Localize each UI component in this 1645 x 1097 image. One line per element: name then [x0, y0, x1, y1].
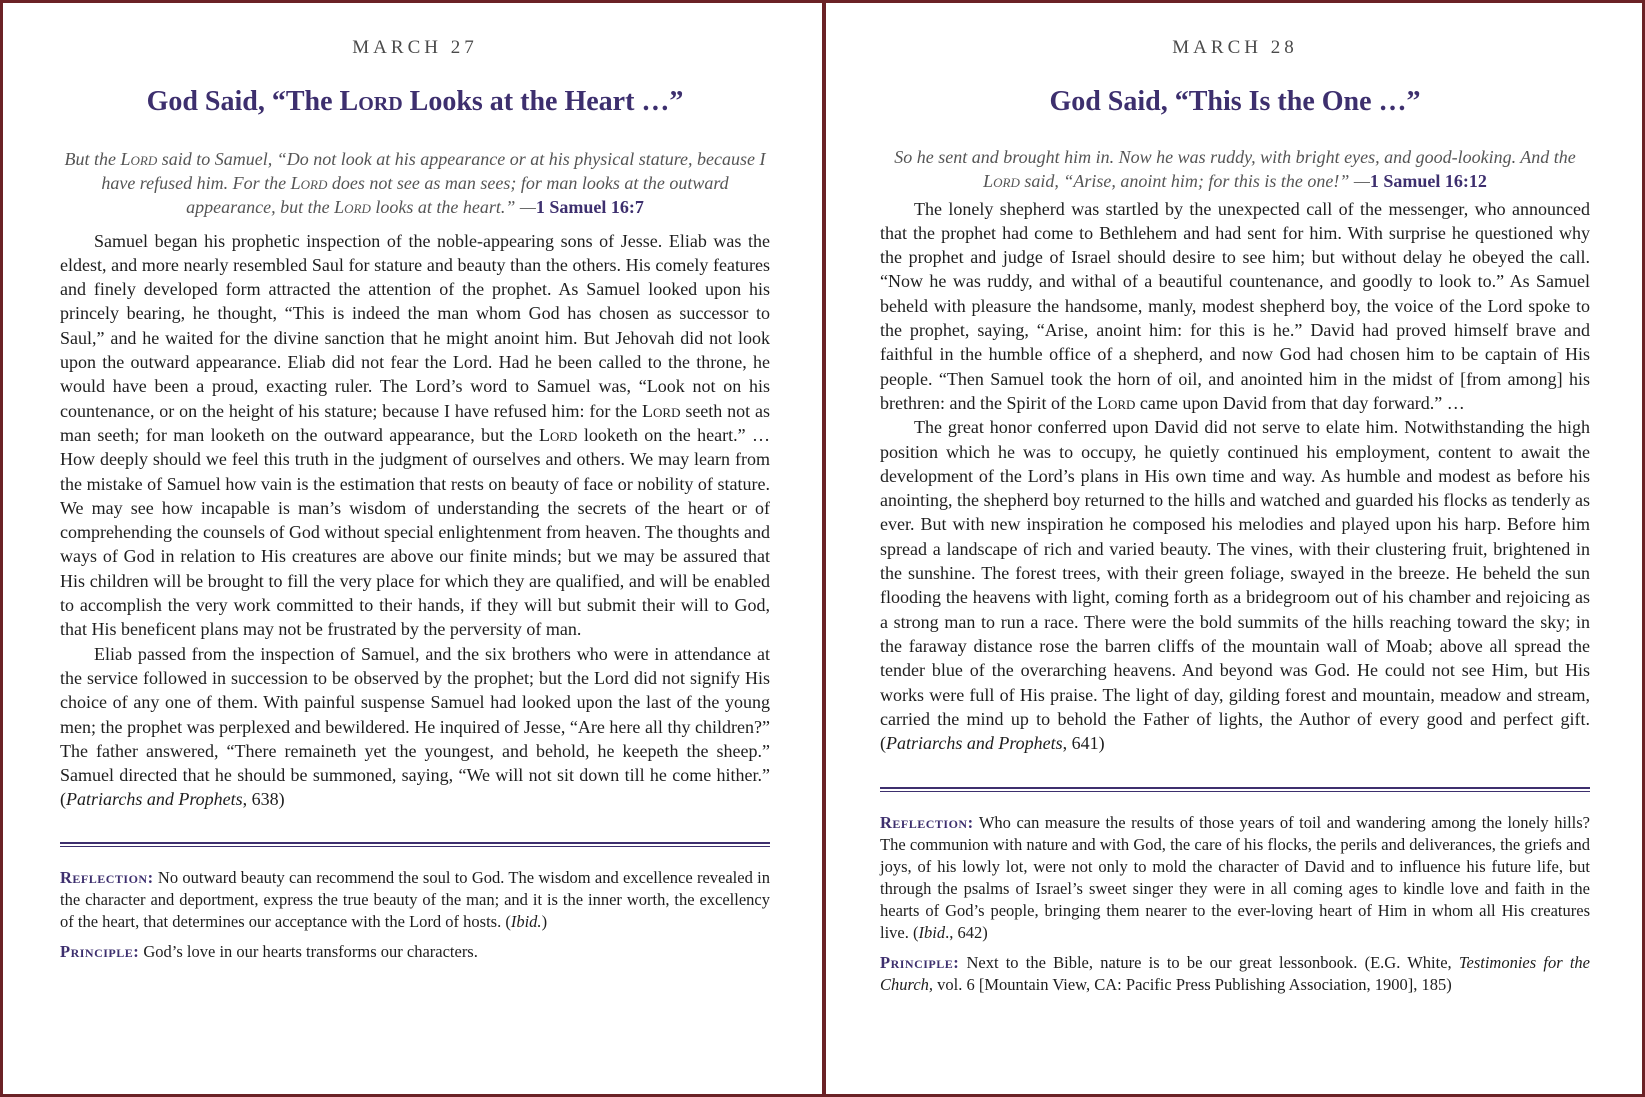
paragraph-text: , 638): [242, 789, 285, 810]
page-march-28: [880, 3, 1590, 1094]
principle-block: [60, 941, 770, 963]
devotional-body: [880, 197, 1590, 756]
smallcaps-text: Lord: [642, 400, 681, 421]
paragraph-text: looketh on the heart.” … How deeply should we feel this truth in the judgment of ourselves and others. We may learn from the mistake of Samuel how vain is the estimation that rests on beauty of face or nobility of stature. We may see how incapable is man’s wisdom of understanding the secrets of the heart or of comprehending the counsels of God without special enlightenment from heaven. The thoughts and ways of God in relation to His creatures are above our finite minds; but we may be assured that His children will be brought to fill the very place for which they are qualified, and will be enabled to accomplish the very work committed to their hands, if they will but submit their will to God, that His beneficent plans may not be frustrated by the perversity of man.: [60, 424, 770, 640]
section-rule: [60, 842, 770, 847]
reflection-label: Reflection:: [880, 813, 974, 833]
paragraph-text: , 641): [1062, 733, 1105, 754]
reflection-label: Reflection:: [60, 867, 154, 887]
epigraph-smallcaps: Lord: [290, 172, 328, 193]
principle-label: Principle:: [60, 941, 140, 961]
principle-text: vol. 6 [Mountain View, CA: Pacific Press Publishing Association, 1900], 185): [933, 975, 1452, 995]
reflection-block: [880, 812, 1590, 944]
scripture-epigraph: [880, 145, 1590, 193]
principle-citation: Testimonies for the Church,: [880, 953, 1590, 995]
reflection-text: No outward beauty can recommend the soul to God. The wisdom and excellence revealed in the character and deportment, express the true beauty of the man; and it is the inner worth, the excellency of the heart, that determines our acceptance with the Lord of hosts. (: [60, 867, 770, 931]
smallcaps-text: Lord: [538, 424, 578, 445]
title-text: Looks at the Heart …”: [402, 86, 684, 117]
page-march-27: [60, 3, 770, 1094]
body-paragraph: [880, 197, 1590, 416]
paragraph-text: Samuel began his prophetic inspection of the noble-appearing sons of Jesse. Eliab was the eldest, and more nearly resembled Saul for stature and beauty than the others. His comely features and finely developed form attracted the attention of the prophet. As Samuel looked upon his princely bearing, he thought, “This is indeed the man whom God has chosen as successor to Saul,” and he waited for the divine sanction that he might anoint him. But Jehovah did not look upon the outward appearance. Eliab did not fear the Lord. Had he been called to the throne, he would have been a proud, exacting ruler. The Lord’s word to Samuel was, “Look not on his countenance, or on the height of his stature; because I have refused him: for the: [60, 230, 770, 421]
principle-text: Next to the Bible, nature is to be our great lessonbook. (E.G. White,: [959, 953, 1459, 973]
epigraph-text: But the: [64, 148, 121, 169]
paragraph-text: The lonely shepherd was startled by the unexpected call of the messenger, who announced that the prophet had come to Bethlehem and had sent for him. With surprise he questioned why the prophet and judge of Israel should desire to see him; but without delay he obeyed the call. “Now he was ruddy, and withal of a beautiful countenance, and goodly to look to.” As Samuel beheld with pleasure the handsome, manly, modest shepherd boy, the voice of the Lord spoke to the prophet, saying, “Arise, anoint him: for this is he.” David had proved himself brave and faithful in the humble office of a shepherd, and now God had chosen him to be captain of His people. “Then Samuel took the horn of oil, and anointed him in the midst of [from among] his brethren: and the Spirit of the: [880, 198, 1590, 413]
epigraph-smallcaps: Lord: [983, 170, 1020, 191]
epigraph-text: So he sent and brought him in. Now he was ruddy, with bright eyes, and good-looking. And the: [894, 146, 1576, 167]
scripture-reference: 1 Samuel 16:7: [535, 196, 644, 217]
paragraph-text: The great honor conferred upon David did not serve to elate him. Notwithstanding the high position which he was to occupy, he quietly continued his employment, content to await the development of the Lord’s plans in His own time and way. As humble and modest as before his anointing, the shepherd boy returned to the hills and watched and guarded his flocks as tenderly as ever. But with new inspiration he composed his melodies and played upon his harp. Before him spread a landscape of rich and varied beauty. The vines, with their clustering fruit, brightened in the sunshine. The forest trees, with their green foliage, swayed in the breeze. He beheld the sun flooding the heavens with light, coming forth as a bridegroom out of his chamber and rejoicing as a strong man to run a race. There were the bold summits of the hills reaching toward the sky; in the faraway distance rose the barren cliffs of the mountain wall of Moab; above all spread the tender blue of the overarching heavens. And beyond was God. He could not see Him, but His works were full of His praise. The light of day, gilding forest and mountain, meadow and stream, carried the mind up to behold the Father of lights, the Author of every good and perfect gift. (: [880, 417, 1590, 754]
paragraph-text: came upon David from that day forward.” …: [1135, 392, 1465, 413]
reflection-text: ): [541, 911, 548, 931]
title-text: God Said, “The: [146, 86, 340, 117]
devotional-body: [60, 229, 770, 812]
principle-text: God’s love in our hearts transforms our characters.: [139, 941, 478, 961]
reflection-citation: Ibid: [918, 923, 946, 943]
smallcaps-text: Lord: [1096, 392, 1136, 413]
page-divider: [822, 3, 826, 1094]
body-paragraph: [880, 415, 1590, 755]
page-date: MARCH 27: [352, 37, 478, 58]
epigraph-text: said, “Arise, anoint him; for this is the one!” —: [1019, 170, 1370, 191]
epigraph-smallcaps: Lord: [120, 148, 158, 169]
paragraph-text: Eliab passed from the inspection of Samuel, and the six brothers who were in attendance at the service followed in succession to be observed by the prophet; but the Lord did not signify His choice of any one of them. With painful suspense Samuel had looked upon the last of the young men; the prophet was perplexed and bewildered. He inquired of Jesse, “Are here all thy children?” The father answered, “There remaineth yet the youngest, and behold, he keepeth the sheep.” Samuel directed that he should be summoned, saying, “We will not sit down till he come hither.” (: [60, 643, 770, 810]
body-paragraph: [60, 642, 770, 812]
page-title: God Said, “This Is the One …”: [1049, 86, 1421, 117]
epigraph-text: looks at the heart.” —: [370, 196, 536, 217]
reflection-text: Who can measure the results of those years of toil and wandering among the lonely hills? The communion with nature and with God, the care of his flocks, the perils and deliverances, the griefs and joys, of his lowly lot, were not only to mold the character of David and to influence his future life, but through the psalms of Israel’s sweet singer they were in all coming ages to kindle love and faith in the hearts of God’s people, bringing them nearer to the ever-loving heart of Him in whom all His creatures live. (: [880, 813, 1590, 943]
scripture-reference: 1 Samuel 16:12: [1369, 170, 1487, 191]
section-rule: [880, 787, 1590, 792]
page-date: MARCH 28: [1172, 37, 1298, 58]
scripture-epigraph: [60, 147, 770, 219]
book-citation: Patriarchs and Prophets: [886, 733, 1063, 754]
reflection-text: ., 642): [945, 923, 988, 943]
principle-label: Principle:: [880, 953, 960, 973]
paragraph-text: seeth not as man seeth; for man looketh on the outward appearance, but the: [60, 400, 770, 445]
reflection-block: [60, 867, 770, 933]
book-citation: Patriarchs and Prophets: [66, 789, 243, 810]
body-paragraph: [60, 229, 770, 642]
epigraph-smallcaps: Lord: [334, 196, 371, 217]
epigraph-text: said to Samuel, “Do not look at his appearance or at his physical stature, because I have refused him. For the: [101, 148, 766, 193]
principle-block: [880, 952, 1590, 996]
title-smallcaps: Lord: [339, 86, 403, 117]
epigraph-text: does not see as man sees; for man looks at the outward appearance, but the: [186, 172, 729, 217]
page-title: [60, 85, 770, 119]
reflection-citation: Ibid.: [510, 911, 542, 931]
